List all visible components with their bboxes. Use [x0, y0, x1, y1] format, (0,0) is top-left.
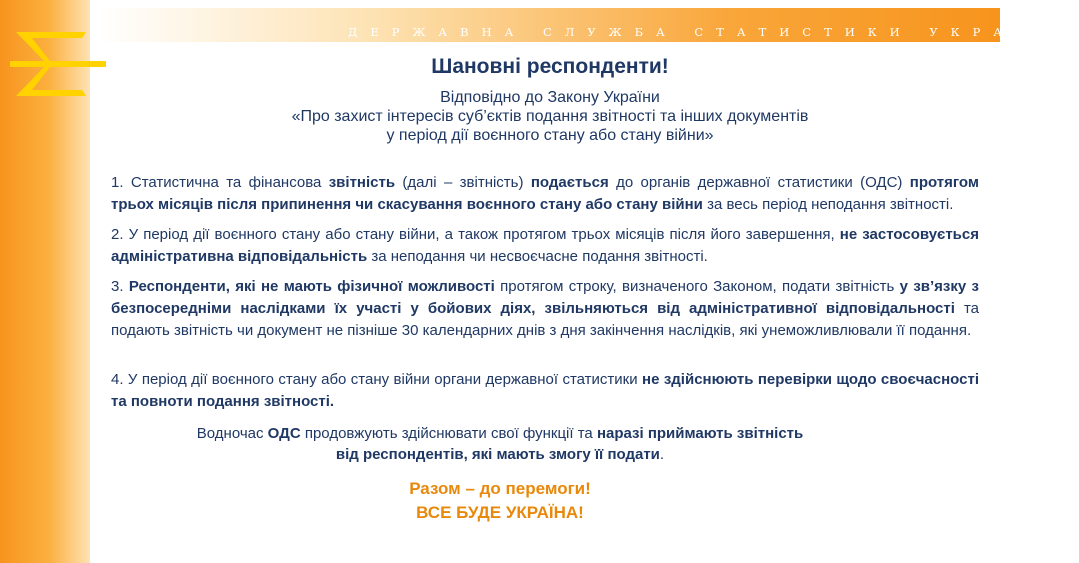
p1-text-2: (далі – звітність)	[395, 174, 531, 191]
p2-text-2: за неподання чи несвоєчасне подання звітності.	[367, 248, 708, 265]
notice-text-2: продовжують здійснювати свої функції та	[300, 425, 597, 442]
slogan	[350, 477, 650, 525]
p3-text-3: та подають звітність чи документ не пізніше 30 календарних днів з дня закінчення наслідків, які унеможливлювали її подання.	[111, 300, 980, 339]
p3-bold-2: у зв’язку з безпосередніми наслідками їх участі у бойових діях, звільняються від адміністративної відповідальності	[111, 278, 980, 317]
p1-text-3: до органів державної статистики (ОДС)	[608, 174, 910, 191]
slogan-line-1: Разом – до перемоги!	[409, 479, 591, 498]
law-line-3: у період дії воєнного стану або стану війни»	[386, 127, 714, 144]
law-reference	[200, 88, 900, 145]
notice-text-3: .	[659, 446, 665, 463]
p1-bold-2: подається	[530, 174, 609, 191]
paragraph-1	[111, 172, 979, 216]
p4-text-1: 4. У період дії воєнного стану або стану війни органи державної статистики	[111, 371, 643, 388]
ukrstat-e-logo-icon	[10, 28, 106, 100]
law-line-2: «Про захист інтересів суб’єктів подання звітності та інших документів	[291, 108, 809, 125]
p4-bold-1: не здійснюють перевірки щодо своєчасності та повноти подання звітності.	[111, 371, 979, 410]
p3-text-1: 3.	[111, 278, 129, 295]
slogan-line-2: ВСЕ БУДЕ УКРАЇНА!	[416, 503, 584, 522]
p3-bold-1: Респонденти, які не мають фізичної можливості	[128, 278, 495, 295]
p2-text-1: 2. У період дії воєнного стану або стану війни, а також протягом трьох місяців після його завершення,	[111, 226, 840, 243]
notice-bold-1: ОДС	[267, 425, 301, 442]
p3-text-2: протягом строку, визначеного Законом, подати звітність	[494, 278, 900, 295]
p1-text-1: 1. Статистична та фінансова	[111, 174, 329, 191]
notice-line-1	[150, 423, 850, 444]
notice	[150, 423, 850, 465]
agency-name: ДЕРЖАВНА СЛУЖБА СТАТИСТИКИ УКРАЇНИ	[348, 25, 1079, 39]
notice-bold-2: наразі приймають звітність	[596, 425, 804, 442]
p1-text-4: за весь період неподання звітності.	[702, 196, 954, 213]
notice-line-2	[150, 444, 850, 465]
notice-text-1: Водночас	[196, 425, 268, 442]
paragraph-3	[111, 276, 979, 342]
p1-bold-3: протягом трьох місяців після припинення чи скасування воєнного стану або стану війни	[111, 174, 979, 213]
paragraph-2	[111, 224, 979, 268]
notice-bold-3: від респондентів, які мають змогу її подати	[335, 446, 660, 463]
p2-bold-1: не застосовується адміністративна відповідальність	[111, 226, 979, 265]
page-title: Шановні респонденти!	[431, 55, 669, 78]
paragraph-4	[111, 369, 979, 413]
p1-bold-1: звітність	[328, 174, 396, 191]
law-line-1: Відповідно до Закону України	[440, 89, 660, 106]
